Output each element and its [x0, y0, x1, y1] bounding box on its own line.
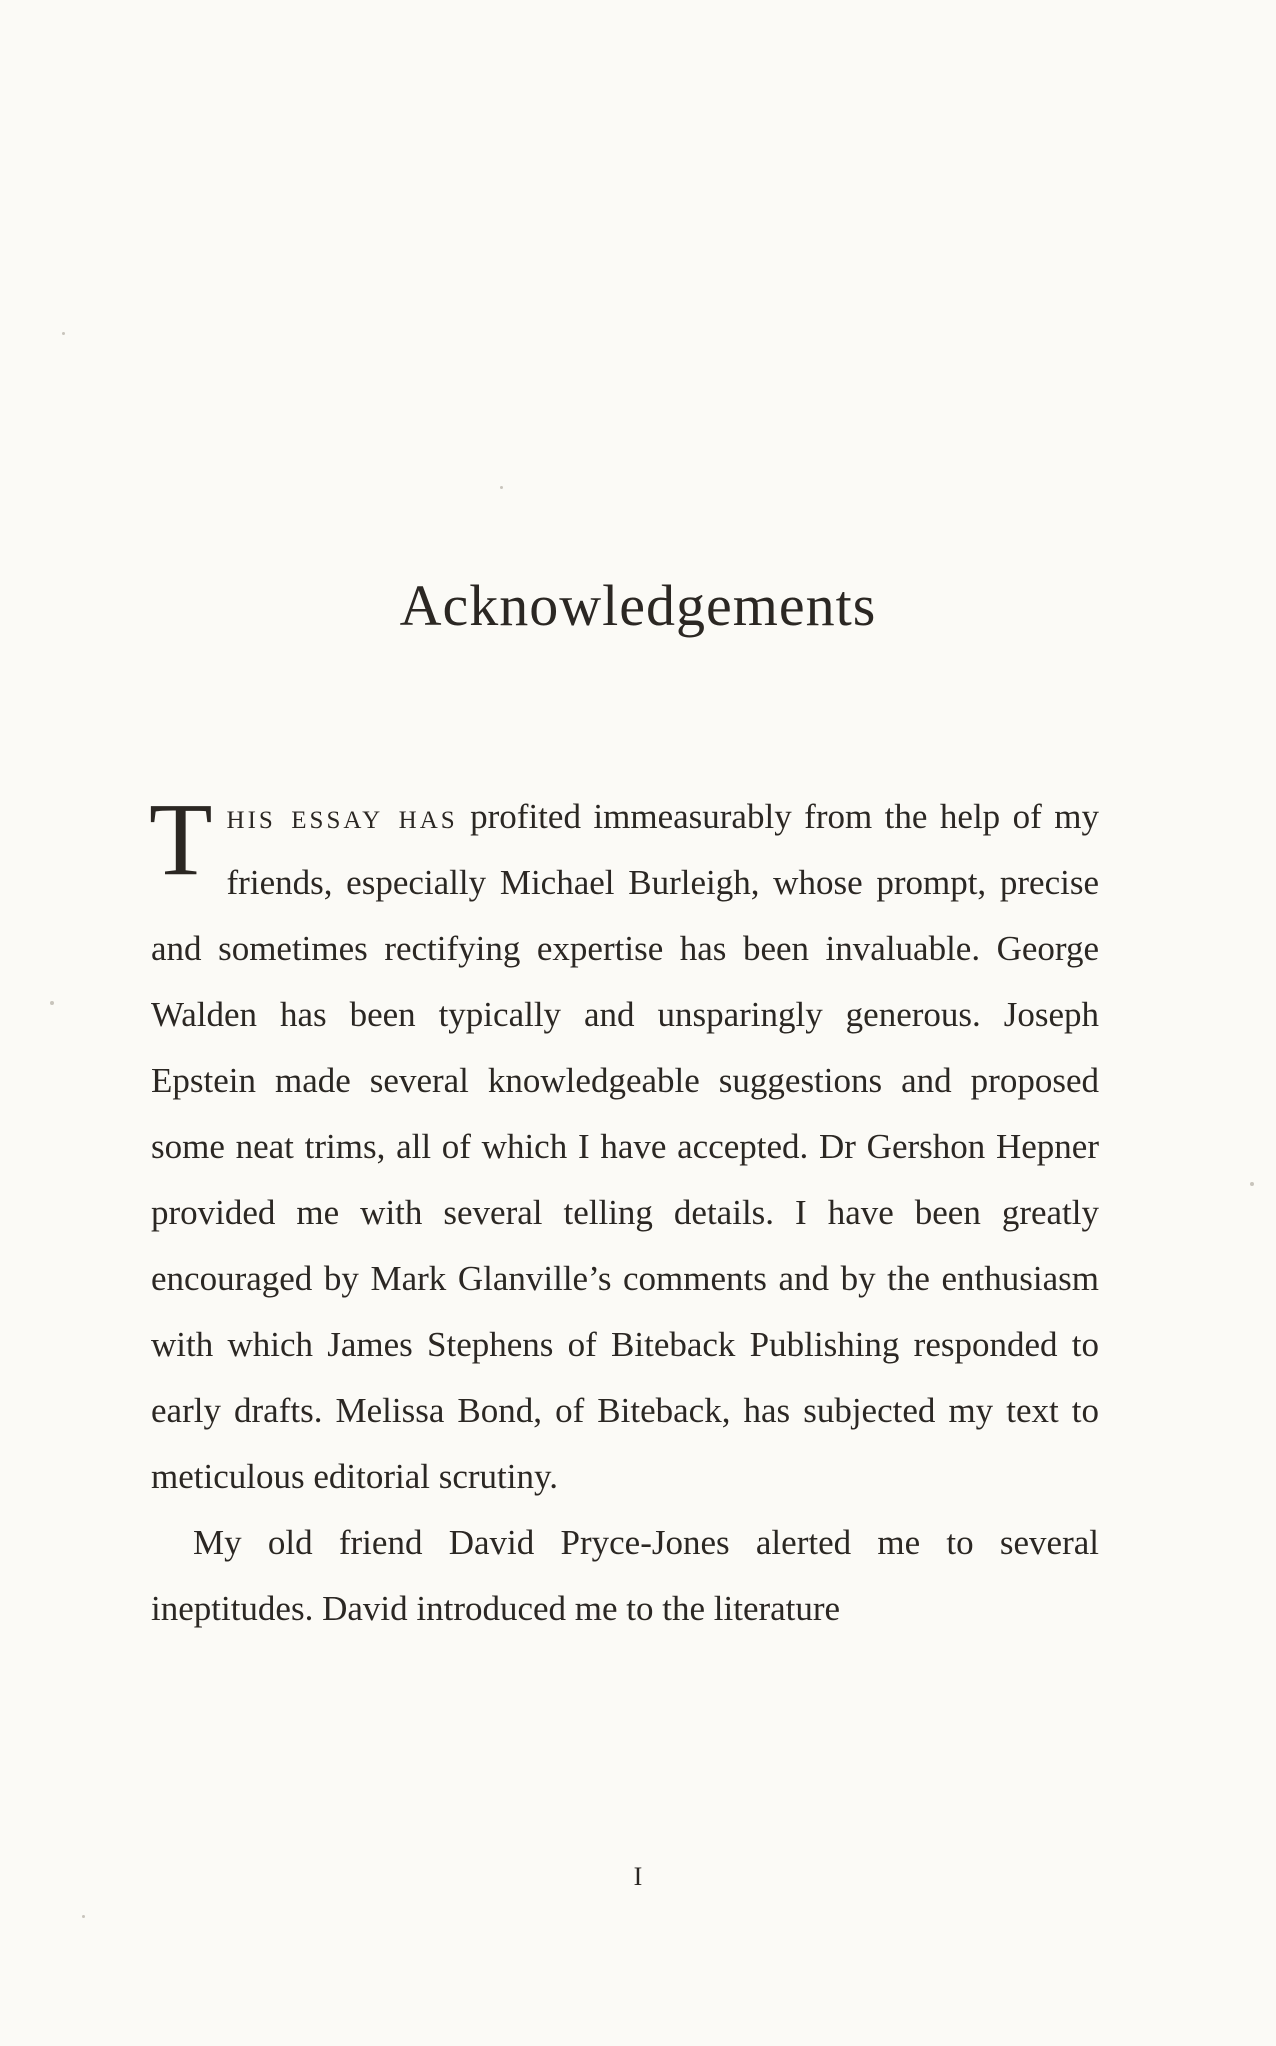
lead-in-small-caps: his essay has: [226, 797, 458, 836]
scan-speck: [1250, 1182, 1254, 1186]
page-title: Acknowledgements: [399, 573, 877, 638]
scan-speck: [500, 486, 503, 489]
scan-speck: [82, 1915, 85, 1918]
drop-cap: T: [149, 782, 213, 897]
paragraph-2-text: My old friend David Pryce-Jones alerted me to several ineptitudes. David introduced me to the literature: [151, 1523, 1099, 1628]
paragraph-1-text: profited immeasurably from the help of my friends, especially Michael Burleigh, whose prompt, precise and sometimes rectifying expertise has been invaluable. George Walden has been typically and unsparingly generous. Joseph Epstein made several knowledgeable suggestions and proposed some neat trims, all of which I have accepted. Dr Gershon Hepner provided me with several telling details. I have been greatly encouraged by Mark Glanville’s comments and by the enthusiasm with which James Stephens of Biteback Publishing responded to early drafts. Melissa Bond, of Biteback, has subjected my text to meticulous editorial scrutiny.: [151, 797, 1099, 1496]
paragraph-1: [151, 784, 1099, 1510]
scan-speck: [50, 1001, 54, 1005]
scan-speck: [62, 332, 65, 335]
body-text: [151, 784, 1099, 1642]
paragraph-2: [151, 1510, 1099, 1642]
page-number: I: [633, 1862, 643, 1891]
